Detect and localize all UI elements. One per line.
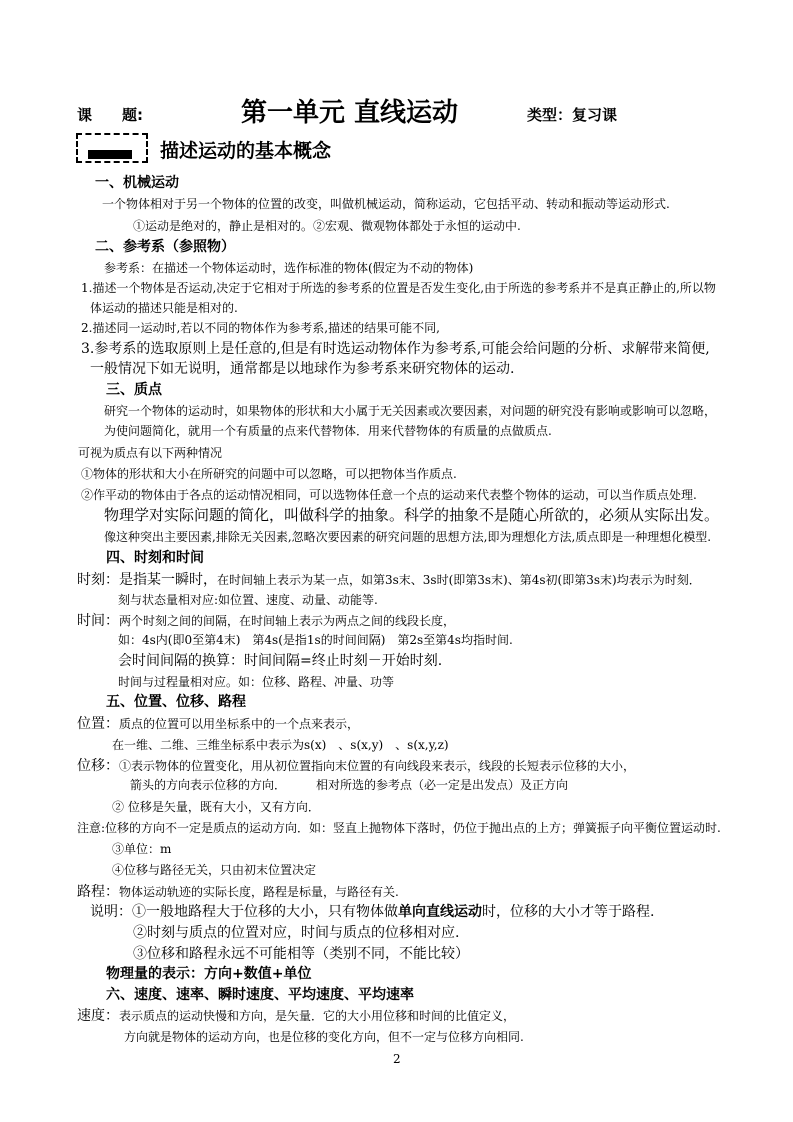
time-label: 时间： — [77, 613, 119, 629]
paragraph-line: 体运动的描述只能是相对的. — [90, 301, 238, 315]
paragraph-line: 一个物体相对于另一个物体的位置的改变，叫做机械运动，简称运动，它包括平动、转动和振动等运动形式. — [102, 197, 670, 211]
physical-quantity-representation: 物理量的表示：方向+数值+单位 — [106, 966, 312, 982]
displacement-definition — [77, 759, 635, 773]
heading-mechanical-motion: 一、机械运动 — [95, 175, 179, 191]
position-rest: 质点的位置可以用坐标系中的一个点来表示， — [119, 717, 360, 731]
paragraph-line: ④位移与路径无关，只由初末位置决定 — [112, 863, 317, 877]
velocity-rest: 表示质点的运动快慢和方向，是矢量．它的大小用位移和时间的比值定义， — [119, 1009, 516, 1023]
paragraph-line: ②作平动的物体由于各点的运动情况相同，可以选物体任意一个点的运动来代表整个物体的运动，可以当作质点处理. — [81, 488, 697, 502]
paragraph-line: ② 位移是矢量，既有大小，又有方向． — [112, 800, 320, 814]
heading-reference-frame: 二、参考系（参照物） — [95, 239, 235, 255]
paragraph-line: 如：4s内(即0至第4末) 第4s(是指1s的时间间隔) 第2s至第4s均指时间. — [118, 633, 513, 647]
paragraph-line: 2.描述同一运动时,若以不同的物体作为参考系,描述的结果可能不同, — [81, 321, 440, 335]
moment-rest: 在时间轴上表示为某一点，如第3s末、3s时(即第3s末)、第4s初(即第3s末)均表示为时刻． — [217, 573, 701, 587]
paragraph-line: 方向就是物体的运动方向，也是位移的变化方向，但不一定与位移方向相同. — [124, 1030, 524, 1044]
position-label: 位置： — [77, 716, 119, 732]
explanation-text: 时，位移的大小才等于路程. — [482, 904, 655, 920]
time-definition — [77, 614, 455, 628]
page-title: 第一单元 直线运动 — [241, 98, 459, 128]
time-rest: 两个时刻之间的间隔，在时间轴上表示为两点之间的线段长度， — [119, 614, 456, 628]
section-title: 描述运动的基本概念 — [160, 140, 332, 162]
heading-velocity-speed: 六、速度、速率、瞬时速度、平均速度、平均速率 — [106, 987, 414, 1003]
note-line: 注意:位移的方向不一定是质点的运动方向．如：竖直上抛物体下落时，仍位于抛出点的上方；弹簧振子向平衡位置运动时. — [77, 821, 721, 835]
paragraph-line: 一般情况下如无说明，通常都是以地球作为参考系来研究物体的运动. — [90, 361, 515, 377]
paragraph-line: ①物体的形状和大小在所研究的问题中可以忽略，可以把物体当作质点. — [81, 467, 457, 481]
paragraph-line: 在一维、二维、三维坐标系中表示为s(x) 、s(x,y) 、s(x,y,z) — [112, 738, 449, 752]
path-rest: 物体运动轨迹的实际长度，路程是标量，与路径有关. — [119, 885, 399, 899]
paragraph-line: 像这种突出主要因素,排除无关因素,忽略次要因素的研究问题的思想方法,即为理想化方法,质点即是一种理想化模型. — [104, 530, 712, 544]
paragraph-line: 研究一个物体的运动时，如果物体的形状和大小属于无关因素或次要因素，对问题的研究没有影响或影响可以忽略， — [104, 404, 717, 418]
moment-label: 时刻： — [77, 572, 119, 588]
paragraph-line: 时间与过程量相对应。如：位移、路程、冲量、功等 — [118, 675, 395, 689]
explanation-text: ①一般地路程大于位移的大小，只有物体做 — [132, 904, 398, 920]
page-number: 2 — [393, 1052, 401, 1066]
explanation-label: 说明： — [90, 904, 132, 920]
paragraph-line: 1.描述一个物体是否运动,决定于它相对于所选的参考系的位置是否发生变化,由于所选的参考系并不是真正静止的,所以物 — [81, 281, 716, 295]
displacement-label: 位移： — [77, 758, 119, 774]
position-definition — [77, 717, 359, 731]
paragraph-line: ②时刻与质点的位置对应，时间与质点的位移相对应. — [133, 925, 460, 941]
paragraph-line: 参考系：在描述一个物体运动时，选作标准的物体(假定为不动的物体) — [104, 261, 474, 275]
lesson-type: 类型：复习课 — [527, 106, 618, 124]
emphasis-text: 单向直线运动 — [398, 904, 482, 920]
heading-moment-and-time: 四、时刻和时间 — [106, 550, 204, 566]
displacement-rest: ①表示物体的位置变化，用从初位置指向末位置的有向线段来表示，线段的长短表示位移的大小， — [119, 759, 636, 773]
paragraph-line: 箭头的方向表示位移的方向． 相对所选的参考点（必一定是出发点）及正方向 — [130, 778, 569, 792]
paragraph-line: ③位移和路程永远不可能相等（类别不同，不能比较） — [133, 946, 469, 962]
paragraph-line: ①运动是绝对的，静止是相对的。②宏观、微观物体都处于永恒的运动中. — [133, 219, 521, 233]
paragraph-line: 会时间间隔的换算：时间间隔=终止时刻－开始时刻. — [118, 653, 443, 669]
paragraph-line: 刻与状态量相对应:如位置、速度、动量、动能等. — [118, 593, 378, 607]
heading-position-displacement-path: 五、位置、位移、路程 — [106, 694, 246, 710]
velocity-label: 速度： — [77, 1008, 119, 1024]
course-label: 课 题: — [77, 106, 143, 124]
heading-mass-point: 三、质点 — [106, 382, 162, 398]
moment-definition — [77, 573, 701, 587]
paragraph-line: 可视为质点有以下两种情况 — [78, 446, 223, 460]
paragraph-line: 物理学对实际问题的简化，叫做科学的抽象。科学的抽象不是随心所欲的，必须从实际出发。 — [104, 506, 720, 524]
paragraph-line: 3.参考系的选取原则上是任意的,但是有时选运动物体作为参考系,可能会给问题的分析、求解带来简便, — [81, 341, 710, 357]
path-definition — [77, 885, 399, 899]
explanation-line-1 — [90, 905, 654, 919]
path-label: 路程： — [77, 884, 119, 900]
paragraph-line: 为使问题简化，就用一个有质量的点来代替物体．用来代替物体的有质量的点做质点. — [104, 424, 552, 438]
velocity-definition — [77, 1009, 515, 1023]
paragraph-line: ③单位：m — [112, 842, 172, 856]
moment-lead: 是指某一瞬时， — [119, 572, 217, 588]
lecture-box-icon — [76, 133, 148, 163]
